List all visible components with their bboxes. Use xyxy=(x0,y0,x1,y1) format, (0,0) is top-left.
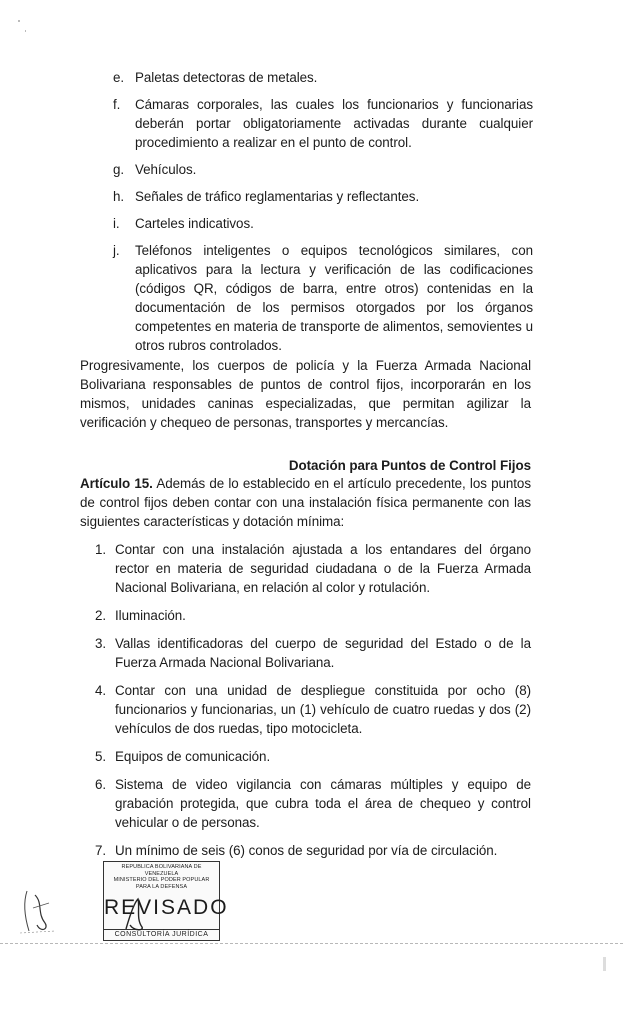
section-heading: Dotación para Puntos de Control Fijos xyxy=(288,458,531,473)
list-item: h. Señales de tráfico reglamentarias y reflectantes. xyxy=(113,189,420,204)
article-text: Además de lo establecido en el artículo precedente, los puntos de control fijos deben contar con una instalación física permanente con las siguientes características y dotación mínima: xyxy=(80,476,531,529)
stamp-header: REPUBLICA BOLIVARIANA DE VENEZUELA MINISTERIO DEL PODER POPULAR PARA LA DEFENSA xyxy=(113,864,210,890)
scan-speck xyxy=(603,957,606,971)
handwritten-initials-icon xyxy=(15,873,60,943)
progressive-paragraph: Progresivamente, los cuerpos de policía y la Fuerza Armada Nacional Bolivariana responsables de puntos de control fijos, incorporarán en los mismos, unidades caninas especializadas, que permitan agilizar la verificación y chequeo de personas, transportes y mercancías. xyxy=(80,358,531,430)
scan-speck xyxy=(18,20,20,22)
equipment-list xyxy=(113,68,533,363)
article-label: Artículo 15. xyxy=(80,476,153,491)
stamp-main-word: REVISADO xyxy=(104,896,229,919)
list-item: e. Paletas detectoras de metales. xyxy=(113,70,318,85)
list-item: 1. Contar con una instalación ajustada a los entandares del órgano rector en materia de seguridad ciudadana o de la Fuerza Armada Nacional Bolivariana, en relación al color y rotulación. xyxy=(95,542,531,595)
list-item: 7. Un mínimo de seis (6) conos de seguridad por vía de circulación. xyxy=(95,843,498,858)
list-item: f. Cámaras corporales, las cuales los funcionarios y funcionarias deberán portar obligatoriamente activadas durante cualquier procedimiento a realizar en el punto de control. xyxy=(113,97,533,150)
signature-icon xyxy=(120,895,150,935)
article-paragraph xyxy=(80,474,531,531)
list-item: 4. Contar con una unidad de despliegue constituida por ocho (8) funcionarios y funcionarias, un (1) vehículo de cuatro ruedas y dos (2) vehículos de dos ruedas, tipo motocicleta. xyxy=(95,683,531,736)
scan-speck xyxy=(25,30,26,32)
page-bottom-rule xyxy=(0,943,623,945)
list-item: 5. Equipos de comunicación. xyxy=(95,749,271,764)
list-item: 2. Iluminación. xyxy=(95,608,186,623)
list-item: i. Carteles indicativos. xyxy=(113,216,254,231)
list-item: g. Vehículos. xyxy=(113,162,197,177)
list-item: 6. Sistema de video vigilancia con cámaras múltiples y equipo de grabación protegida, que cubra toda el área de chequeo y control vehicular o de personas. xyxy=(95,777,531,830)
list-item: j. Teléfonos inteligentes o equipos tecnológicos similares, con aplicativos para la lectura y verificación de las codificaciones (códigos QR, códigos de barra, entre otros) contenidas en la documentación de los permisos otorgados por los órganos competentes en materia de transporte de alimentos, semovientes u otros rubros controlados. xyxy=(113,243,533,353)
stamp-footer: CONSULTORÍA JURÍDICA xyxy=(104,929,219,938)
requirements-list xyxy=(95,540,531,869)
list-item: 3. Vallas identificadoras del cuerpo de seguridad del Estado o de la Fuerza Armada Nacional Bolivariana. xyxy=(95,636,531,670)
